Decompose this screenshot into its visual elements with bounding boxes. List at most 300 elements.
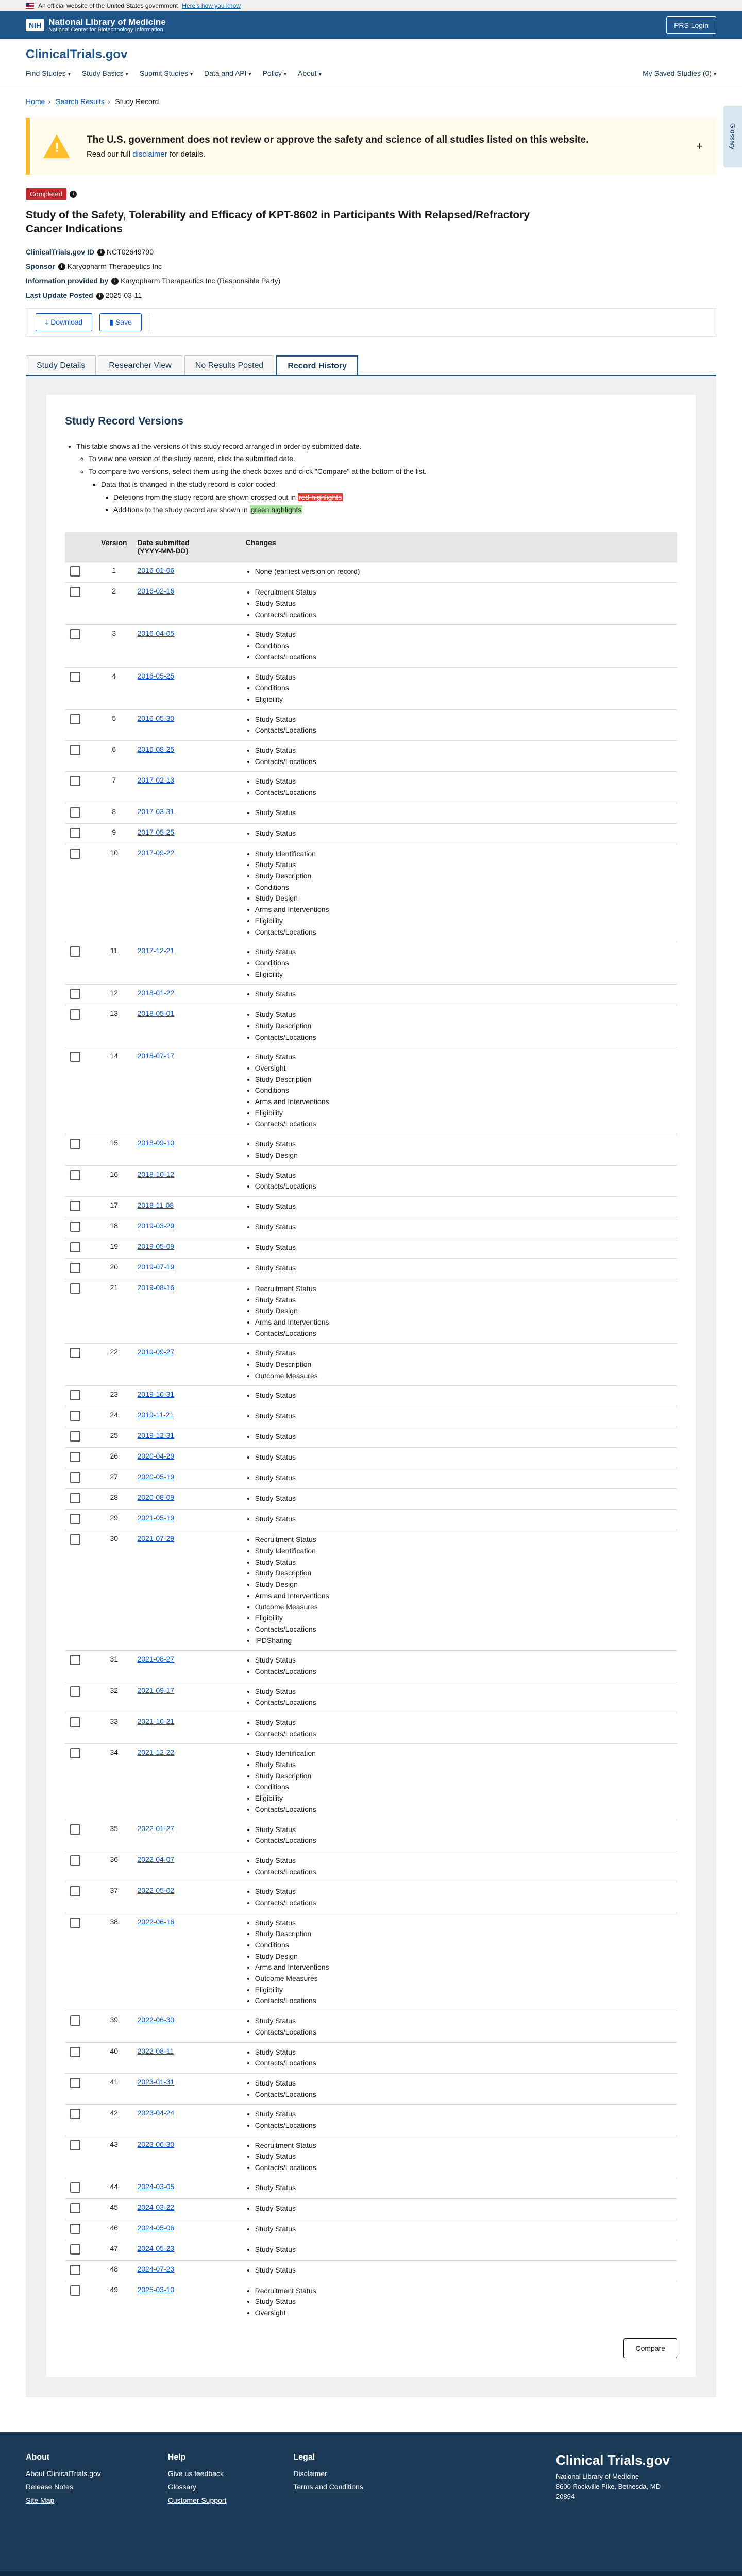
- record-tabs: [26, 355, 716, 376]
- version-date-link[interactable]: 2016-04-05: [137, 629, 175, 638]
- version-date-link[interactable]: 2022-06-16: [137, 1917, 175, 1926]
- version-checkbox[interactable]: [70, 672, 80, 682]
- table-row: [65, 1713, 677, 1744]
- select-cell: [65, 823, 96, 844]
- version-checkbox[interactable]: [70, 745, 80, 755]
- change-item: • Eligibility: [255, 694, 672, 705]
- change-item: • Eligibility: [255, 1108, 672, 1119]
- footer-link[interactable]: Release Notes: [26, 2482, 73, 2491]
- version-checkbox[interactable]: [70, 2224, 80, 2234]
- version-number: 8: [96, 803, 132, 823]
- version-date-link[interactable]: 2020-08-09: [137, 1493, 175, 1502]
- version-date-link[interactable]: 2021-12-22: [137, 1748, 175, 1757]
- version-checkbox[interactable]: [70, 1918, 80, 1928]
- footer-link[interactable]: Give us feedback: [167, 2469, 224, 2478]
- change-item: • Recruitment Status: [255, 1534, 672, 1546]
- note-item: [113, 492, 677, 503]
- change-item: • Contacts/Locations: [255, 2027, 672, 2038]
- footer-top: [0, 2432, 742, 2571]
- version-date-link[interactable]: 2016-01-06: [137, 566, 175, 575]
- changes-list: [246, 1717, 672, 1739]
- glossary-tab[interactable]: [723, 106, 742, 167]
- nav-data-api[interactable]: [204, 69, 251, 77]
- version-date-link[interactable]: 2021-10-21: [137, 1717, 175, 1726]
- version-checkbox[interactable]: [70, 1493, 80, 1503]
- change-item: • Study Identification: [255, 849, 672, 860]
- table-row: [65, 2178, 677, 2198]
- table-row: [65, 2105, 677, 2136]
- version-checkbox[interactable]: [70, 1748, 80, 1758]
- change-item: • Eligibility: [255, 1793, 672, 1804]
- version-date-link[interactable]: 2019-07-19: [137, 1262, 175, 1271]
- bookmark-icon: ▮: [109, 318, 115, 327]
- info-icon[interactable]: i: [97, 249, 105, 256]
- changes-cell: [241, 1005, 677, 1047]
- changes-cell: [241, 1851, 677, 1882]
- version-checkbox[interactable]: [70, 1263, 80, 1273]
- nav-find-studies[interactable]: [26, 69, 71, 77]
- change-item: • Study Status: [255, 2182, 672, 2194]
- select-cell: [65, 1238, 96, 1258]
- download-button[interactable]: [36, 313, 92, 331]
- version-checkbox[interactable]: [70, 2285, 80, 2296]
- changes-cell: [241, 1386, 677, 1406]
- version-date-link[interactable]: 2023-06-30: [137, 2140, 175, 2148]
- version-checkbox[interactable]: [70, 1390, 80, 1400]
- changes-cell: [241, 1713, 677, 1744]
- table-row: [65, 1744, 677, 1820]
- version-date-link[interactable]: 2022-08-11: [137, 2046, 174, 2055]
- version-checkbox[interactable]: [70, 1201, 80, 1211]
- select-cell: [65, 1651, 96, 1682]
- org-name: National Library of Medicine: [48, 16, 166, 27]
- gov-banner-text: An official website of the United States government: [38, 2, 178, 9]
- date-cell: [132, 2240, 241, 2260]
- nlm-header: [0, 11, 742, 39]
- change-item: • Study Status: [255, 828, 672, 839]
- version-date-link[interactable]: 2020-04-29: [137, 1452, 175, 1461]
- changes-cell: [241, 2260, 677, 2281]
- changes-cell: [241, 1448, 677, 1468]
- versions-body: [65, 562, 677, 2323]
- change-item: • Study Status: [255, 1139, 672, 1150]
- select-cell: [65, 1217, 96, 1238]
- select-cell: [65, 740, 96, 771]
- table-row: [65, 2219, 677, 2240]
- changes-cell: [241, 2178, 677, 2198]
- version-checkbox[interactable]: [70, 1052, 80, 1062]
- footer-link[interactable]: Disclaimer: [293, 2469, 327, 2478]
- footer-link[interactable]: Site Map: [26, 2496, 55, 2504]
- version-date-link[interactable]: 2022-01-27: [137, 1824, 175, 1833]
- table-row: [65, 1344, 677, 1386]
- changes-list: [246, 1886, 672, 1908]
- version-checkbox[interactable]: [70, 1242, 80, 1252]
- change-item: • Study Status: [255, 745, 672, 756]
- version-date-link[interactable]: 2018-09-10: [137, 1139, 175, 1147]
- change-item: • Study Description: [255, 1021, 672, 1032]
- change-item: • Study Status: [255, 1431, 672, 1443]
- version-checkbox[interactable]: [70, 2047, 80, 2057]
- footer-link[interactable]: Glossary: [167, 2482, 196, 2491]
- breadcrumb-home[interactable]: Home: [26, 97, 45, 106]
- select-cell: [65, 1851, 96, 1882]
- table-row: [65, 1851, 677, 1882]
- change-item: • Study Status: [255, 946, 672, 958]
- version-checkbox[interactable]: [70, 1534, 80, 1545]
- select-cell: [65, 1530, 96, 1651]
- changes-list: [246, 2224, 672, 2235]
- select-cell: [65, 2136, 96, 2178]
- version-number: 7: [96, 772, 132, 803]
- change-item: • Contacts/Locations: [255, 2058, 672, 2069]
- select-cell: [65, 1406, 96, 1427]
- version-checkbox[interactable]: [70, 1139, 80, 1149]
- address-line: 8600 Rockville Pike, Bethesda, MD: [555, 2482, 661, 2490]
- version-checkbox[interactable]: [70, 776, 80, 786]
- changes-cell: [241, 1279, 677, 1343]
- changes-cell: [241, 1882, 677, 1913]
- version-checkbox[interactable]: [70, 587, 80, 597]
- changes-cell: [241, 823, 677, 844]
- date-cell: [132, 1713, 241, 1744]
- version-date-link[interactable]: 2021-08-27: [137, 1655, 175, 1664]
- footer-about: [26, 2453, 101, 2551]
- version-date-link[interactable]: 2019-05-09: [137, 1242, 175, 1250]
- changes-cell: [241, 1238, 677, 1258]
- gov-banner-link[interactable]: Here's how you know: [182, 2, 241, 9]
- table-row: [65, 2136, 677, 2178]
- version-checkbox[interactable]: [70, 1411, 80, 1421]
- date-cell: [132, 803, 241, 823]
- changes-list: [246, 1493, 672, 1504]
- table-row: [65, 844, 677, 942]
- expand-icon[interactable]: +: [696, 140, 703, 152]
- change-item: • Study Status: [255, 1557, 672, 1568]
- version-date-link[interactable]: 2022-04-07: [137, 1855, 175, 1863]
- version-date-link[interactable]: 2018-05-01: [137, 1009, 175, 1018]
- change-item: • Study Status: [255, 2078, 672, 2089]
- select-cell: [65, 2219, 96, 2240]
- select-cell: [65, 1913, 96, 2011]
- version-number: 2: [96, 583, 132, 625]
- version-date-link[interactable]: 2018-11-08: [137, 1200, 174, 1209]
- nav-policy[interactable]: [263, 69, 286, 77]
- changes-list: [246, 1824, 672, 1846]
- version-number: 14: [96, 1047, 132, 1134]
- change-item: • Study Status: [255, 1452, 672, 1463]
- version-checkbox[interactable]: [70, 1348, 80, 1358]
- change-item: • Study Status: [255, 1170, 672, 1181]
- version-date-link[interactable]: 2016-02-16: [137, 587, 175, 596]
- nlm-logo[interactable]: [26, 18, 166, 33]
- table-row: [65, 1279, 677, 1343]
- table-header-row: [65, 532, 677, 562]
- change-item: • Study Status: [255, 1411, 672, 1422]
- version-date-link[interactable]: 2016-08-25: [137, 744, 175, 753]
- tab-no-results[interactable]: No Results Posted: [184, 355, 275, 375]
- changes-cell: [241, 667, 677, 709]
- version-checkbox[interactable]: [70, 1452, 80, 1462]
- date-cell: [132, 740, 241, 771]
- version-date-link[interactable]: 2024-05-06: [137, 2223, 175, 2232]
- change-item: • Study Design: [255, 1150, 672, 1161]
- version-number: 27: [96, 1468, 132, 1489]
- change-item: • Contacts/Locations: [255, 652, 672, 663]
- version-checkbox[interactable]: [70, 2015, 80, 2026]
- date-cell: [132, 1913, 241, 2011]
- version-checkbox[interactable]: [70, 629, 80, 639]
- alert-title: The U.S. government does not review or approve the safety and science of all studies listed on this website.: [87, 134, 589, 145]
- version-date-link[interactable]: 2017-03-31: [137, 807, 175, 816]
- version-number: 41: [96, 2073, 132, 2104]
- info-icon[interactable]: i: [70, 191, 77, 198]
- version-checkbox[interactable]: [70, 1824, 80, 1835]
- versions-table: [65, 532, 677, 2323]
- nav-submit-studies[interactable]: [140, 69, 193, 77]
- version-number: 49: [96, 2281, 132, 2323]
- version-date-link[interactable]: 2025-03-10: [137, 2285, 175, 2294]
- tab-record-history[interactable]: Record History: [276, 355, 358, 375]
- change-item: • Contacts/Locations: [255, 756, 672, 768]
- version-date-link[interactable]: 2019-11-21: [137, 1411, 174, 1419]
- site-title[interactable]: ClinicalTrials.gov: [26, 47, 128, 61]
- version-number: 37: [96, 1882, 132, 1913]
- version-number: 38: [96, 1913, 132, 2011]
- changes-list: [246, 672, 672, 705]
- version-checkbox[interactable]: [70, 828, 80, 838]
- changes-cell: [241, 1217, 677, 1238]
- date-cell: [132, 667, 241, 709]
- version-date-link[interactable]: 2022-06-30: [137, 2015, 175, 2024]
- version-date-link[interactable]: 2016-05-30: [137, 714, 175, 722]
- chevron-down-icon: ▾: [125, 72, 128, 77]
- changes-list: [246, 1918, 672, 2007]
- change-item: • Study Status: [255, 1918, 672, 1929]
- version-number: 15: [96, 1134, 132, 1165]
- footer-legal: [293, 2453, 363, 2551]
- deletion-highlight: red highlights: [298, 493, 342, 501]
- change-item: • Study Status: [255, 2265, 672, 2276]
- changes-cell: [241, 1820, 677, 1851]
- breadcrumb-search-results[interactable]: Search Results: [55, 97, 105, 106]
- version-checkbox[interactable]: [70, 1655, 80, 1665]
- version-checkbox[interactable]: [70, 1283, 80, 1294]
- changes-cell: [241, 625, 677, 667]
- version-checkbox[interactable]: [70, 849, 80, 859]
- version-date-link[interactable]: 2019-03-29: [137, 1221, 175, 1230]
- select-cell: [65, 942, 96, 985]
- version-checkbox[interactable]: [70, 566, 80, 577]
- change-item: • Contacts/Locations: [255, 1328, 672, 1340]
- footer-about-title: About: [26, 2452, 50, 2462]
- info-icon[interactable]: i: [96, 293, 104, 300]
- version-number: 9: [96, 823, 132, 844]
- select-cell: [65, 1713, 96, 1744]
- version-date-link[interactable]: 2024-05-23: [137, 2244, 175, 2252]
- select-cell: [65, 2198, 96, 2219]
- version-number: 23: [96, 1386, 132, 1406]
- changes-list: [246, 1139, 672, 1161]
- changes-list: [246, 2140, 672, 2174]
- version-checkbox[interactable]: [70, 989, 80, 999]
- chevron-down-icon: ▾: [713, 72, 716, 77]
- version-date-link[interactable]: 2021-09-17: [137, 1686, 175, 1694]
- version-checkbox[interactable]: [70, 1717, 80, 1727]
- changes-cell: [241, 1468, 677, 1489]
- save-button[interactable]: [99, 313, 142, 331]
- change-item: • Study Status: [255, 1348, 672, 1359]
- version-date-link[interactable]: 2016-05-25: [137, 671, 175, 680]
- tab-study-details[interactable]: Study Details: [26, 355, 96, 375]
- header-changes: Changes: [241, 532, 677, 562]
- table-row: [65, 1196, 677, 1217]
- version-checkbox[interactable]: [70, 2244, 80, 2255]
- tab-researcher-view[interactable]: Researcher View: [98, 355, 182, 375]
- disclaimer-link[interactable]: disclaimer: [132, 149, 167, 159]
- select-cell: [65, 625, 96, 667]
- version-date-link[interactable]: 2018-01-22: [137, 989, 175, 997]
- change-item: • Study Design: [255, 1306, 672, 1317]
- version-checkbox[interactable]: [70, 1170, 80, 1180]
- change-item: • Recruitment Status: [255, 587, 672, 598]
- nav-label: About: [297, 69, 317, 77]
- download-icon: ⤓: [45, 318, 51, 327]
- version-checkbox[interactable]: [70, 1886, 80, 1896]
- nav-study-basics[interactable]: [82, 69, 128, 77]
- version-date-link[interactable]: 2024-03-05: [137, 2182, 175, 2191]
- version-checkbox[interactable]: [70, 1009, 80, 1020]
- version-date-link[interactable]: 2017-05-25: [137, 827, 175, 836]
- version-date-link[interactable]: 2017-09-22: [137, 848, 175, 857]
- version-checkbox[interactable]: [70, 1686, 80, 1697]
- version-date-link[interactable]: 2019-10-31: [137, 1390, 175, 1399]
- gov-banner: [0, 0, 742, 11]
- footer-brand-title[interactable]: Clinical Trials.gov: [555, 2452, 670, 2468]
- version-checkbox[interactable]: [70, 2140, 80, 2150]
- version-checkbox[interactable]: [70, 946, 80, 957]
- version-date-link[interactable]: 2017-12-21: [137, 946, 175, 955]
- meta-info-value: Karyopharm Therapeutics Inc (Responsible Party): [121, 277, 281, 285]
- alert-text-before: Read our full: [87, 149, 131, 159]
- meta-update-label: Last Update Posted: [26, 291, 93, 300]
- version-checkbox[interactable]: [70, 1431, 80, 1442]
- changes-list: [246, 1222, 672, 1233]
- version-date-link[interactable]: 2019-12-31: [137, 1431, 175, 1440]
- table-row: [65, 1913, 677, 2011]
- version-date-link[interactable]: 2018-07-17: [137, 1052, 175, 1060]
- version-date-link[interactable]: 2018-10-12: [137, 1170, 175, 1178]
- footer-link[interactable]: Customer Support: [167, 2496, 227, 2504]
- version-date-link[interactable]: 2023-01-31: [137, 2077, 175, 2086]
- version-date-link[interactable]: 2017-02-13: [137, 776, 175, 785]
- changes-list: [246, 807, 672, 819]
- changes-cell: [241, 2011, 677, 2042]
- version-number: 40: [96, 2042, 132, 2073]
- changes-list: [246, 714, 672, 736]
- changes-list: [246, 1431, 672, 1443]
- changes-cell: [241, 709, 677, 740]
- date-cell: [132, 1165, 241, 1196]
- version-number: 36: [96, 1851, 132, 1882]
- change-item: • Contacts/Locations: [255, 1995, 672, 2007]
- change-item: • Study Status: [255, 1263, 672, 1274]
- changes-list: [246, 587, 672, 620]
- select-cell: [65, 1005, 96, 1047]
- change-item: • Study Description: [255, 1771, 672, 1782]
- select-cell: [65, 2073, 96, 2104]
- version-checkbox[interactable]: [70, 2203, 80, 2213]
- version-checkbox[interactable]: [70, 2182, 80, 2193]
- select-cell: [65, 1682, 96, 1713]
- nav-label: Data and API: [204, 69, 247, 77]
- version-checkbox[interactable]: [70, 1514, 80, 1524]
- change-item: • Study Status: [255, 2015, 672, 2027]
- version-checkbox[interactable]: [70, 1855, 80, 1866]
- version-checkbox[interactable]: [70, 2265, 80, 2275]
- changes-list: [246, 1472, 672, 1484]
- changes-list: [246, 1283, 672, 1339]
- date-cell: [132, 1448, 241, 1468]
- change-item: • Study Status: [255, 1201, 672, 1212]
- version-date-link[interactable]: 2019-09-27: [137, 1348, 175, 1357]
- version-date-link[interactable]: 2019-08-16: [137, 1283, 175, 1292]
- info-icon[interactable]: i: [58, 263, 65, 270]
- changes-list: [246, 1855, 672, 1877]
- version-date-link[interactable]: 2021-07-29: [137, 1534, 175, 1543]
- alert-text-after: for details.: [169, 149, 206, 159]
- saved-label: My Saved Studies (0): [643, 69, 712, 77]
- version-date-link[interactable]: 2023-04-24: [137, 2109, 175, 2117]
- change-item: • Study Identification: [255, 1748, 672, 1759]
- changes-list: [246, 1009, 672, 1043]
- prs-login-button[interactable]: PRS Login: [666, 16, 716, 34]
- change-item: • Outcome Measures: [255, 1602, 672, 1613]
- date-cell: [132, 823, 241, 844]
- version-date-link[interactable]: 2021-05-19: [137, 1514, 175, 1522]
- version-date-link[interactable]: 2022-05-02: [137, 1886, 175, 1895]
- header-version: Version: [96, 532, 132, 562]
- change-item: • Conditions: [255, 1782, 672, 1793]
- version-checkbox[interactable]: [70, 1472, 80, 1483]
- history-heading: Study Record Versions: [65, 415, 183, 427]
- date-cell: [132, 2042, 241, 2073]
- nav-about[interactable]: [298, 69, 322, 77]
- meta-id-value: NCT02649790: [106, 247, 154, 256]
- select-cell: [65, 667, 96, 709]
- version-checkbox[interactable]: [70, 1222, 80, 1232]
- footer-link[interactable]: About ClinicalTrials.gov: [26, 2469, 101, 2478]
- version-date-link[interactable]: 2024-07-23: [137, 2264, 175, 2273]
- version-date-link[interactable]: 2020-05-19: [137, 1472, 175, 1481]
- footer-link[interactable]: Terms and Conditions: [293, 2482, 363, 2491]
- changes-list: [246, 1452, 672, 1463]
- version-checkbox[interactable]: [70, 807, 80, 818]
- version-checkbox[interactable]: [70, 714, 80, 724]
- info-icon[interactable]: i: [111, 278, 119, 285]
- version-checkbox[interactable]: [70, 2109, 80, 2119]
- select-cell: [65, 1134, 96, 1165]
- saved-studies-link[interactable]: [643, 69, 716, 77]
- version-date-link[interactable]: 2024-03-22: [137, 2202, 175, 2211]
- select-cell: [65, 803, 96, 823]
- version-checkbox[interactable]: [70, 2078, 80, 2088]
- chevron-down-icon: ▾: [318, 72, 322, 77]
- changes-list: [246, 2244, 672, 2256]
- compare-button[interactable]: Compare: [623, 2338, 677, 2358]
- select-cell: [65, 1489, 96, 1510]
- change-item: • Conditions: [255, 882, 672, 893]
